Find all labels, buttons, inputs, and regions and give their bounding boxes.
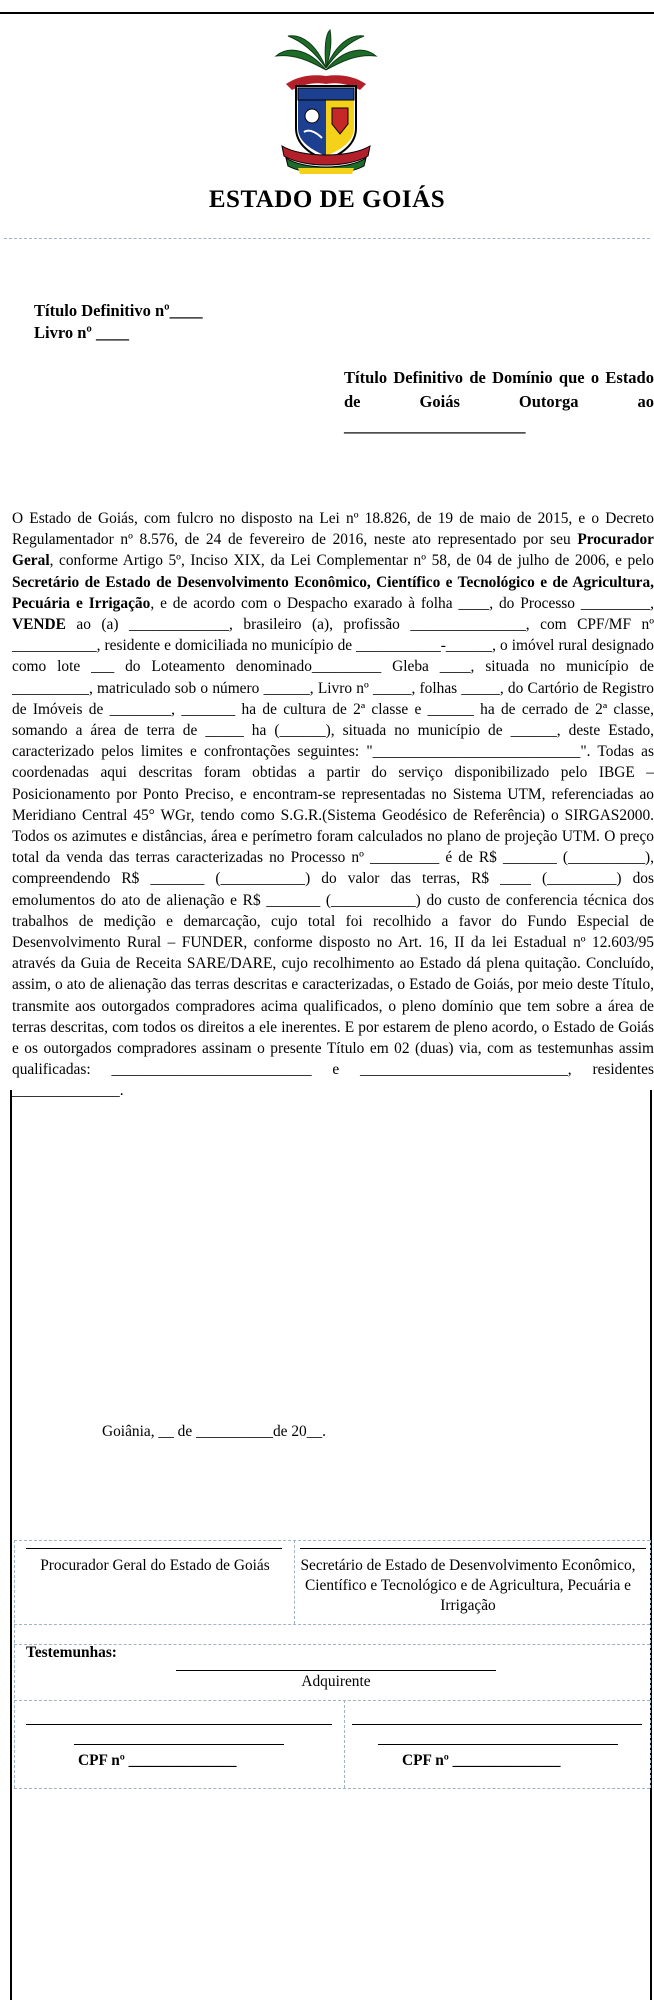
signature-line-secretario xyxy=(300,1548,646,1549)
titulo-outorga-block: Título Definitivo de Domínio que o Estado de Goiás Outorga ao ______________________ xyxy=(344,368,654,435)
table-border xyxy=(294,1540,295,1624)
signature-line-adquirente xyxy=(176,1670,496,1671)
table-border xyxy=(14,1540,15,1788)
secretario-label: Secretário de Estado de Desenvolvimento Econômico, Científico e Tecnológico e de Agricultura, Pecuária e Irrigação xyxy=(300,1557,636,1614)
body-text-segment: O Estado de Goiás, com fulcro no disposto na Lei nº 18.826, de 19 de maio de 2015, e o Decreto Regulamentador nº 8.576, de 24 de fevereiro de 2016, neste ato representado por seu xyxy=(12,510,654,549)
testemunhas-label: Testemunhas: xyxy=(26,1644,117,1661)
body-bold-segment: Procurador Geral xyxy=(12,531,654,570)
body-text-segment: ao (a) _____________, brasileiro (a), profissão _______________, com CPF/MF nº ___________, residente e domiciliada no município de ___________-______, o imóvel rural designado como lote ___ do Loteamento denominado_________ Gleba ____, situada no município de __________, matriculado sob o número ______, Livro nº _____, folhas _____, do Cartório de Registro de Imóveis de ________, _______ ha de cultura de 2ª classe e ______ ha de cerrado de 2ª classe, somando a área de terra de _____ ha (______), situada no município de ______, deste Estado, caracterizado pelos limites e confrontações seguintes: "___________________________". Todas as coordenadas aqui descritas foram obtidas a partir do serviço disponibilizado pelo IBGE – Posicionamento por Ponto Preciso, e encontram-se representadas no Sistema UTM, referenciadas ao Meridiano Central 45° WGr, tendo como S.G.R.(Sistema Geodésico de Referência) o SIRGAS2000. Todos os azimutes e distâncias, área e perímetro foram calculados no plano de projeção UTM. O preço total da venda das terras caracterizadas no Processo nº _________ é de R$ _______ (__________), compreendendo R$ _______ (___________) do valor das terras, R$ ____ (_________) dos emolumentos do ato de alienação e R$ _______ (___________) do custo de conferencia técnica dos trabalhos de medição e demarcação, cujo total foi recolhido a favor do Fundo Especial de Desenvolvimento Rural – FUNDER, conforme disposto no Art. 16, II da lei Estadual nº 12.603/95 através da Guia de Receita SARE/DARE, cujo recolhimento ao Estado dá plena quitação. Concluído, assim, o ato de alienação das terras descritas e caracterizadas, o Estado de Goiás, por meio deste Título, transmite aos outorgados compradores acima qualificados, o pleno domínio que tem sobre a área de terras descritas, com todos os direitos a ele inerentes. E por estarem de pleno acordo, o Estado de Goiás e os outorgados compradores assinam o presente Título em 02 (duas) via, com as testemunhas assim qualificadas: __________________________ e ___________________________, residentes ______________. xyxy=(12,616,654,1100)
date-line: Goiânia, __ de __________de 20__. xyxy=(102,1423,326,1440)
page-left-border xyxy=(10,1090,12,2000)
header-separator xyxy=(4,238,650,239)
table-border xyxy=(14,1540,650,1541)
witness-name-line-left xyxy=(74,1744,284,1745)
titulo-numero-line: Título Definitivo nº____ xyxy=(34,301,203,320)
body-paragraph xyxy=(12,508,654,1102)
page-top-border xyxy=(0,12,654,14)
body-text-segment: , conforme Artigo 5º, Inciso XIX, da Lei Complementar nº 58, de 04 de julho de 2006, e pelo xyxy=(49,552,654,570)
table-border xyxy=(14,1700,650,1701)
witness-signature-line-right xyxy=(352,1724,642,1725)
table-border xyxy=(14,1624,650,1625)
table-border xyxy=(650,1540,651,1788)
goias-coat-of-arms-icon xyxy=(268,28,384,174)
body-text-segment: , e de acordo com o Despacho exarado à folha ____, do Processo _________, xyxy=(150,594,654,612)
titulo-number-block xyxy=(34,300,203,344)
state-title: ESTADO DE GOIÁS xyxy=(208,186,446,213)
adquirente-label: Adquirente xyxy=(301,1673,371,1690)
signature-line-procurador xyxy=(26,1548,282,1549)
cpf-left: CPF nº ______________ xyxy=(78,1752,237,1769)
body-bold-segment: Secretário de Estado de Desenvolvimento Econômico, Científico e Tecnológico e de Agricultura, Pecuária e Irrigação xyxy=(12,573,654,612)
livro-line: Livro nº ____ xyxy=(34,323,129,342)
witness-signature-line-left xyxy=(26,1724,332,1725)
table-border xyxy=(14,1788,650,1789)
body-bold-segment: VENDE xyxy=(12,616,66,634)
table-border xyxy=(344,1700,345,1788)
cpf-right: CPF nº ______________ xyxy=(402,1752,561,1769)
procurador-label: Procurador Geral do Estado de Goiás xyxy=(40,1557,270,1574)
witness-name-line-right xyxy=(378,1744,618,1745)
document-body xyxy=(12,508,654,1102)
